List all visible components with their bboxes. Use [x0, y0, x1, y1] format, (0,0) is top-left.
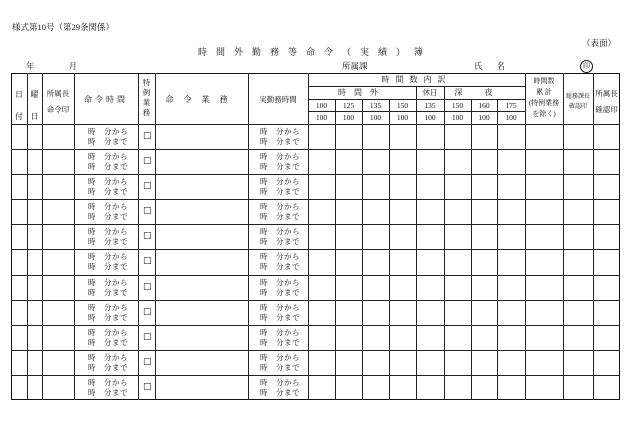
order-time-from: 時 分から — [88, 327, 128, 337]
order-time-to: 時 分まで — [88, 212, 128, 222]
rate-bottom: 100 — [396, 113, 409, 122]
header-order-time: 命令時間 — [84, 95, 128, 104]
row-rule — [11, 275, 620, 276]
actual-time-to: 時 分まで — [260, 312, 300, 322]
header-chief-confirm-seal: 確認印 — [595, 105, 618, 114]
rate-bottom: 100 — [315, 113, 328, 122]
actual-time-to: 時 分まで — [260, 237, 300, 247]
header-weekday: 曜 — [30, 90, 39, 99]
actual-time-to: 時 分まで — [260, 212, 300, 222]
actual-time-to: 時 分まで — [260, 162, 300, 172]
header-holiday: 休日 — [422, 88, 438, 97]
order-time-from: 時 分から — [88, 352, 128, 362]
order-time-to: 時 分まで — [88, 137, 128, 146]
actual-time-to: 時 分まで — [260, 362, 300, 372]
order-time-from: 時 分から — [88, 202, 128, 212]
seal-mark: 印 — [580, 60, 593, 73]
rate-bottom: 100 — [505, 113, 517, 122]
special-duty-checkbox[interactable]: □ — [143, 256, 152, 267]
actual-time-from: 時 分から — [260, 302, 300, 312]
column-rule — [155, 73, 156, 400]
header-chief-confirm-seal: 所属長 — [595, 89, 618, 98]
row-rule — [11, 325, 620, 326]
row-rule — [11, 199, 620, 200]
special-duty-checkbox[interactable]: □ — [143, 281, 152, 292]
actual-time-from: 時 分から — [260, 227, 300, 237]
row-rule — [11, 300, 620, 301]
rate-bottom: 100 — [369, 113, 382, 122]
header-general-affairs-seal: 確認印 — [568, 104, 587, 110]
header-breakdown: 時間数内訳 — [381, 75, 452, 84]
name-label: 氏名 — [474, 61, 520, 71]
rate-top-135: 135 — [369, 101, 382, 110]
column-rule — [416, 86, 417, 400]
header-order-duty: 命令業務 — [165, 95, 238, 104]
rate-top-135: 135 — [424, 101, 436, 110]
order-time-from: 時 分から — [88, 227, 128, 237]
order-time-to: 時 分まで — [88, 312, 128, 322]
column-rule — [593, 73, 594, 400]
column-rule — [42, 73, 43, 400]
header-chief-order-seal: 所属長 — [46, 89, 70, 98]
actual-time-to: 時 分まで — [260, 387, 300, 397]
order-time-from: 時 分から — [88, 152, 128, 162]
order-time-to: 時 分まで — [88, 187, 128, 197]
special-duty-checkbox[interactable]: □ — [143, 356, 152, 367]
actual-time-to: 時 分まで — [260, 137, 300, 146]
order-time-from: 時 分から — [88, 302, 128, 312]
actual-time-from: 時 分から — [260, 202, 300, 212]
header-date: 日 — [15, 90, 23, 99]
rate-bottom: 100 — [478, 113, 490, 122]
header-weekday: 日 — [30, 112, 39, 121]
actual-time-from: 時 分から — [260, 152, 300, 162]
header-rule — [308, 86, 525, 87]
column-rule — [248, 73, 249, 400]
header-special-duty: 務 — [142, 108, 151, 117]
header-cumulative: 時間数 — [533, 77, 555, 85]
row-rule — [11, 149, 620, 150]
special-duty-checkbox[interactable]: □ — [143, 181, 152, 192]
rate-bottom: 100 — [342, 113, 355, 122]
form-number: 様式第10号（第29条関係） — [12, 22, 115, 32]
rate-top-100: 100 — [315, 101, 328, 110]
rate-top-150: 150 — [396, 101, 409, 110]
actual-time-from: 時 分から — [260, 377, 300, 387]
year-month-label: 年 月 — [26, 61, 94, 71]
header-special-duty: 業 — [142, 98, 151, 107]
special-duty-checkbox[interactable]: □ — [143, 156, 152, 167]
order-time-from: 時 分から — [88, 177, 128, 187]
header-special-duty: 例 — [142, 88, 151, 97]
rate-bottom: 100 — [451, 113, 464, 122]
column-rule — [563, 73, 564, 400]
row-rule — [11, 224, 620, 225]
column-rule — [444, 86, 445, 400]
special-duty-checkbox[interactable]: □ — [143, 131, 152, 141]
header-date: 付 — [15, 112, 23, 121]
header-cumulative: (特例業務 — [528, 99, 560, 107]
rate-top-175: 175 — [505, 101, 517, 110]
actual-time-to: 時 分まで — [260, 287, 300, 297]
order-time-from: 時 分から — [88, 252, 128, 262]
row-rule — [11, 375, 620, 376]
order-time-to: 時 分まで — [88, 237, 128, 247]
order-time-to: 時 分まで — [88, 387, 128, 397]
order-time-to: 時 分まで — [88, 337, 128, 347]
actual-time-to: 時 分まで — [260, 337, 300, 347]
department-label: 所属課 — [342, 61, 368, 71]
header-rule — [308, 99, 525, 100]
order-time-to: 時 分まで — [88, 362, 128, 372]
form-title: 時間外勤務等命令（実績）簿 — [197, 47, 432, 57]
header-actual-time: 実勤務時間 — [259, 95, 297, 104]
special-duty-checkbox[interactable]: □ — [143, 306, 152, 317]
order-time-to: 時 分まで — [88, 262, 128, 272]
rate-bottom: 100 — [424, 113, 436, 122]
column-rule — [138, 73, 139, 400]
column-rule — [74, 73, 75, 400]
order-time-from: 時 分から — [88, 127, 128, 136]
header-bottom-rule — [11, 124, 620, 125]
header-special-duty: 特 — [142, 78, 151, 87]
actual-time-to: 時 分まで — [260, 187, 300, 197]
actual-time-from: 時 分から — [260, 177, 300, 187]
order-time-from: 時 分から — [88, 277, 128, 287]
header-rule — [308, 111, 525, 112]
column-rule — [525, 73, 526, 400]
rate-top-150: 150 — [451, 101, 464, 110]
header-cumulative: 累 計 — [536, 88, 552, 96]
header-night: 深夜 — [454, 88, 515, 97]
header-general-affairs-seal: 総務課長 — [565, 94, 590, 100]
row-rule — [11, 249, 620, 250]
actual-time-from: 時 分から — [260, 352, 300, 362]
header-cumulative: を除く) — [532, 110, 556, 118]
special-duty-checkbox[interactable]: □ — [143, 381, 152, 392]
order-time-to: 時 分まで — [88, 287, 128, 297]
special-duty-checkbox[interactable]: □ — [143, 331, 152, 342]
actual-time-from: 時 分から — [260, 252, 300, 262]
actual-time-from: 時 分から — [260, 127, 300, 136]
header-overtime: 時間外 — [338, 88, 386, 97]
row-rule — [11, 174, 620, 175]
row-rule — [11, 350, 620, 351]
header-chief-order-seal: 命令印 — [46, 105, 70, 114]
actual-time-from: 時 分から — [260, 327, 300, 337]
side-label: （表面） — [581, 38, 616, 48]
order-time-from: 時 分から — [88, 377, 128, 387]
rate-top-160: 160 — [478, 101, 490, 110]
actual-time-from: 時 分から — [260, 277, 300, 287]
rate-top-125: 125 — [342, 101, 355, 110]
actual-time-to: 時 分まで — [260, 262, 300, 272]
order-time-to: 時 分まで — [88, 162, 128, 172]
special-duty-checkbox[interactable]: □ — [143, 206, 152, 217]
special-duty-checkbox[interactable]: □ — [143, 231, 152, 242]
